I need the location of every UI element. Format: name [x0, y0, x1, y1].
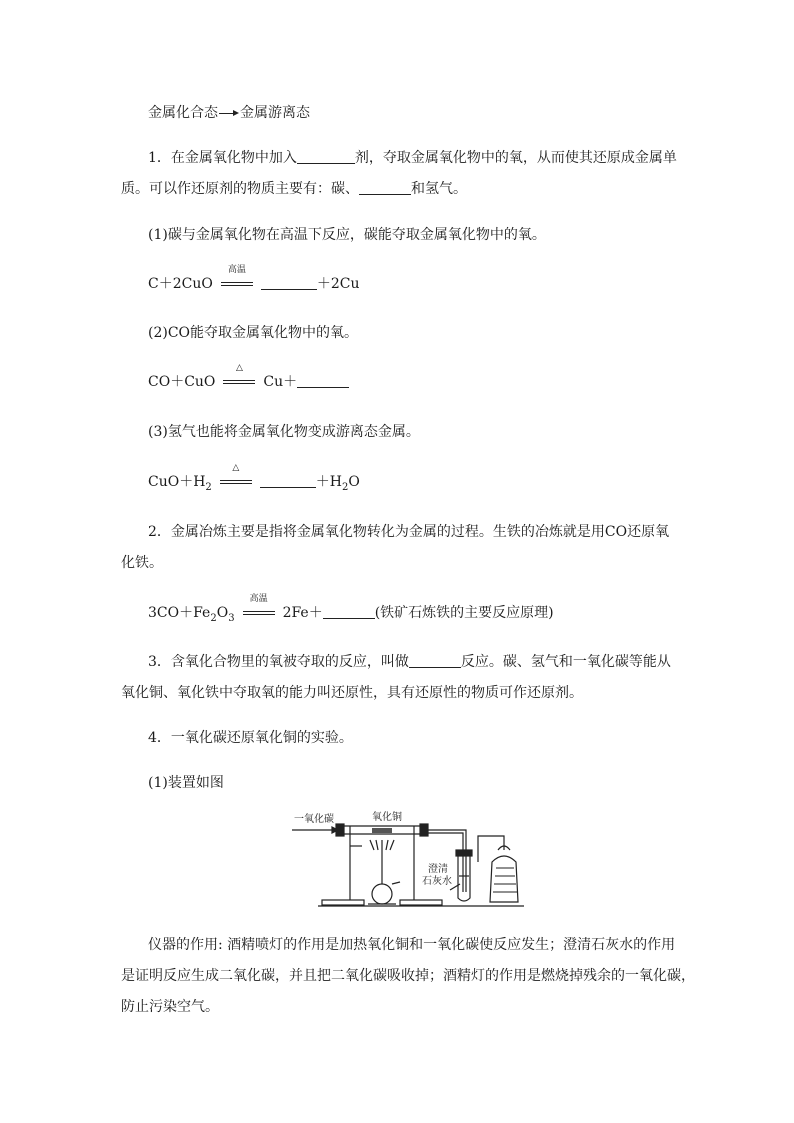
answer-blank: [297, 149, 355, 164]
label-limewater-2: 石灰水: [422, 876, 452, 887]
item1-line1: 1．在金属氧化物中加入 剂，夺取金属氧化物中的氧，从而使其还原成金属单: [148, 150, 677, 166]
sub4-text: (1)装置如图: [148, 775, 224, 791]
item1-line2: 质。可以作还原剂的物质主要有：碳、 和氢气。: [121, 181, 467, 197]
sub2-text: (2)CO能夺取金属氧化物中的氧。: [148, 325, 359, 341]
section-heading: 金属化合态 金属游离态: [148, 105, 310, 121]
label-carbon-monoxide: 一氧化碳: [294, 814, 334, 825]
arrow-right-icon: [218, 103, 240, 123]
answer-blank: [261, 275, 317, 290]
item3-line1: 3．含氧化合物里的氧被夺取的反应，叫做 反应。碳、氢气和一氧化碳等能从: [148, 654, 671, 670]
equation-3: $CuO+H_2$ △ $+H_2O$: [148, 463, 360, 493]
item3-line2: 氧化铜、氧化铁中夺取氧的能力叫还原性，具有还原性的物质可作还原剂。: [121, 685, 583, 701]
para-line2: 是证明反应生成二氧化碳，并且把二氧化碳吸收掉；酒精灯的作用是燃烧掉残余的一氧化碳，: [121, 968, 695, 984]
answer-blank: [359, 180, 411, 195]
para-line1: 仪器的作用: 酒精喷灯的作用是加热氧化铜和一氧化碳使反应发生；澄清石灰水的作用: [148, 937, 676, 953]
answer-blank: [260, 473, 316, 488]
answer-blank: [297, 373, 349, 388]
reaction-condition: △: [218, 472, 254, 492]
equation-2: CO＋CuO △ Cu＋: [148, 372, 349, 392]
sub1-text: (1)碳与金属氧化物在高温下反应，碳能夺取金属氧化物中的氧。: [148, 227, 546, 243]
reaction-condition: 高温: [241, 603, 277, 623]
sub3-text: (3)氢气也能将金属氧化物变成游离态金属。: [148, 424, 420, 440]
label-copper-oxide: 氧化铜: [372, 812, 402, 823]
apparatus-figure: [288, 806, 528, 910]
answer-blank: [409, 653, 461, 668]
item4-text: 4．一氧化碳还原氧化铜的实验。: [148, 730, 353, 746]
equation-1: C＋2CuO 高温 ＋2Cu: [148, 265, 360, 292]
item2-line2: 化铁。: [121, 555, 163, 571]
reaction-condition: △: [221, 372, 257, 392]
equation-4: $3CO+Fe_2O_3$ 高温 2Fe＋ (铁矿石炼铁的主要反应原理): [148, 594, 554, 624]
item2-line1: 2．金属冶炼主要是指将金属氧化物转化为金属的过程。生铁的冶炼就是用CO还原氧: [148, 524, 670, 540]
label-limewater-1: 澄清: [428, 864, 448, 875]
para-line3: 防止污染空气。: [121, 999, 219, 1015]
answer-blank: [323, 604, 375, 619]
reaction-condition: 高温: [219, 274, 255, 294]
